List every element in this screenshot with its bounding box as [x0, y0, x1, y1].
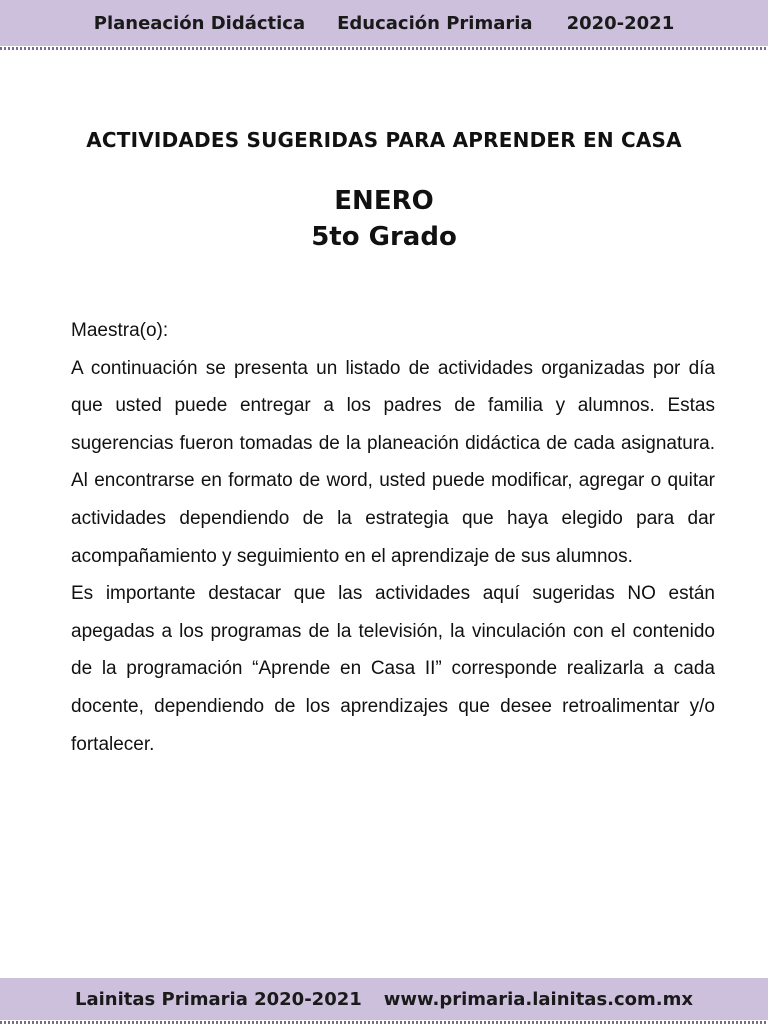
grade-heading: 5to Grado: [311, 222, 457, 252]
header-plan-label: Planeación Didáctica: [93, 12, 306, 34]
document-title: ACTIVIDADES SUGERIDAS PARA APRENDER EN CASA: [86, 128, 682, 152]
paragraph-note: Es importante destacar que las actividades aquí sugeridas NO están apegadas a los programas de la televisión, la vinculación con el contenido de la programación “Aprende en Casa II” corresponde realizarla a cada docente, dependiendo de los aprendizajes que desee retroalimentar y/o fortalecer.: [71, 583, 715, 755]
month-heading: ENERO: [334, 186, 434, 216]
salutation: Maestra(o):: [71, 320, 169, 341]
page-footer: [0, 978, 768, 1020]
paragraph-intro: A continuación se presenta un listado de actividades organizadas por día que usted puede entregar a los padres de familia y alumnos. Estas sugerencias fueron tomadas de la planeación didáctica de cada asignatura. Al encontrarse en formato de word, usted puede modificar, agregar o quitar actividades dependiendo de la estrategia que haya elegido para dar acompañamiento y seguimiento en el aprendizaje de sus alumnos.: [71, 357, 715, 567]
footer-website-link[interactable]: www.primaria.lainitas.com.mx: [383, 988, 693, 1010]
page-header: [0, 0, 768, 46]
header-year-label: 2020-2021: [566, 12, 675, 34]
document-body: [71, 312, 715, 763]
footer-brand-label: Lainitas Primaria 2020-2021: [75, 988, 362, 1010]
header-level-label: Educación Primaria: [337, 12, 533, 34]
